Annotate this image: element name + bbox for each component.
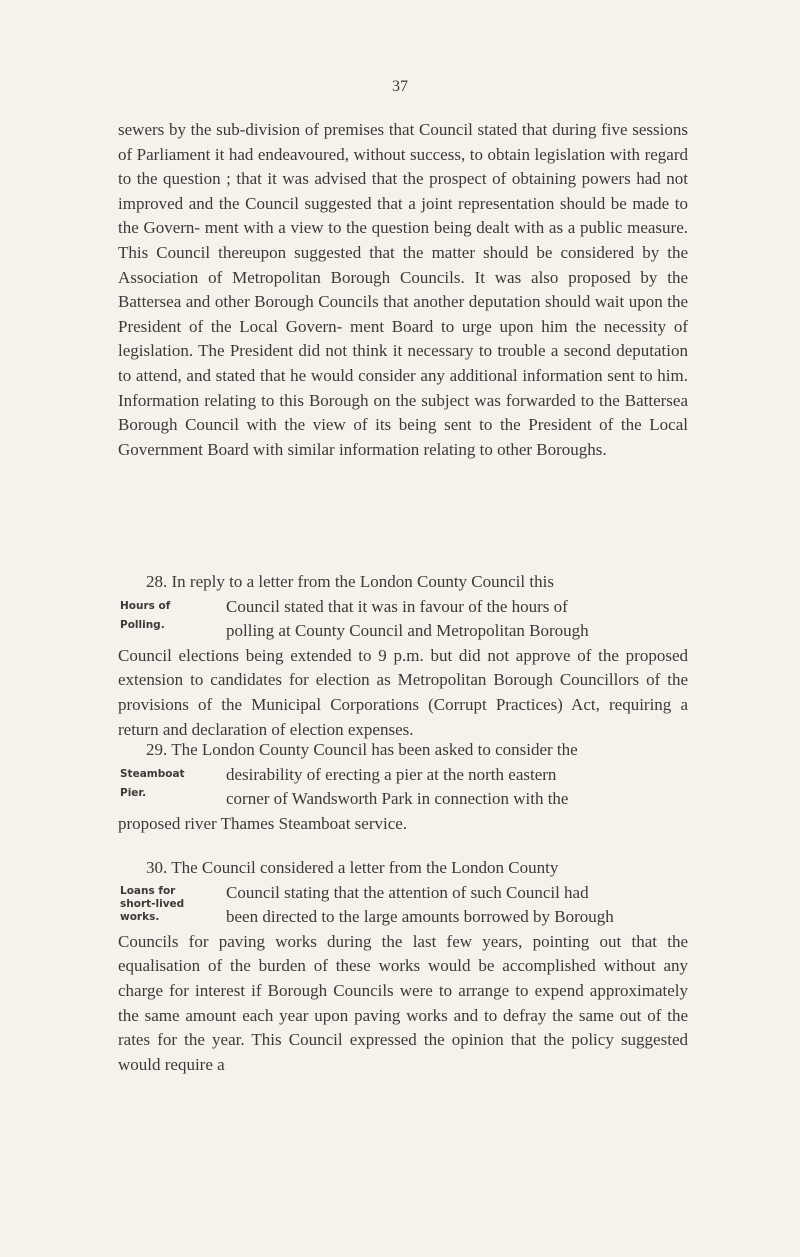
paragraph-continuation xyxy=(118,118,688,462)
margin-note-steamboat-pier xyxy=(120,768,216,800)
margin-note-line: Pier. xyxy=(120,787,147,799)
page-number: 37 xyxy=(392,78,408,95)
margin-note-hours-of-polling xyxy=(120,600,216,632)
paragraph-indented-line: polling at County Council and Metropolitan Borough xyxy=(226,621,589,641)
margin-note-line: Polling. xyxy=(120,619,165,631)
paragraph-rest: proposed river Thames Steamboat service. xyxy=(118,813,408,833)
paragraph-first-line: 30. The Council considered a letter from the London County xyxy=(146,858,559,877)
paragraph-indented-line: corner of Wandsworth Park in connection with the xyxy=(226,789,569,809)
margin-note-loans-for-short-lived-works xyxy=(120,885,216,924)
margin-note-line: Hours of xyxy=(120,600,171,612)
paragraph-indented-line: Council stating that the attention of such Council had xyxy=(226,882,589,902)
paragraph-rest: Councils for paving works during the last few years, pointing out that the equalisation of the burden of these works would be accomplished without any charge for interest if Borough Councils were to arrange to expend approximately the same amount each year upon paving works and to defray the same out of the rates for the year. This Council expressed the opinion that the policy suggested would require a xyxy=(118,931,688,1074)
margin-note-line: short-lived xyxy=(120,898,185,910)
paragraph-first-line: 28. In reply to a letter from the London County Council this xyxy=(146,572,554,591)
paragraph-28 xyxy=(118,570,688,742)
margin-note-line: Loans for xyxy=(120,885,176,897)
paragraph-indented-line: desirability of erecting a pier at the north eastern xyxy=(226,764,557,784)
margin-note-line: Steamboat xyxy=(120,768,185,780)
paragraph-indented-line: Council stated that it was in favour of the hours of xyxy=(226,596,568,616)
paragraph-rest: Council elections being extended to 9 p.m. but did not approve of the proposed extension to candidates for election as Metropolitan Borough Councillors of the provisions of the Municipal Corporations (Corrupt Practices) Act, requiring a return and declaration of election expenses. xyxy=(118,645,688,739)
paragraph-indented-line: been directed to the large amounts borrowed by Borough xyxy=(226,907,614,927)
paragraph-first-line: 29. The London County Council has been asked to consider the xyxy=(146,740,578,759)
paragraph-text: sewers by the sub-division of premises that Council stated that during five sessions of Parliament it had endeavoured, without success, to obtain legislation with regard to the question ; that it was advised that the prospect of obtaining powers had not improved and the Council suggested that a joint representation should be made to the Govern- ment with a view to the question being dealt with as a public measure. This Council thereupon suggested that the matter should be considered by the Association of Metropolitan Borough Councils. It was also proposed by the Battersea and other Borough Councils that another deputation should wait upon the President of the Local Govern- ment Board to urge upon him the necessity of legislation. The President did not think it necessary to trouble a second deputation to attend, and stated that he would consider any additional information sent to him. Information relating to this Borough on the subject was forwarded to the Battersea Borough Council with the view of its being sent to the President of the Local Government Board with similar information relating to other Boroughs. xyxy=(118,120,688,459)
margin-note-line: works. xyxy=(120,911,160,923)
